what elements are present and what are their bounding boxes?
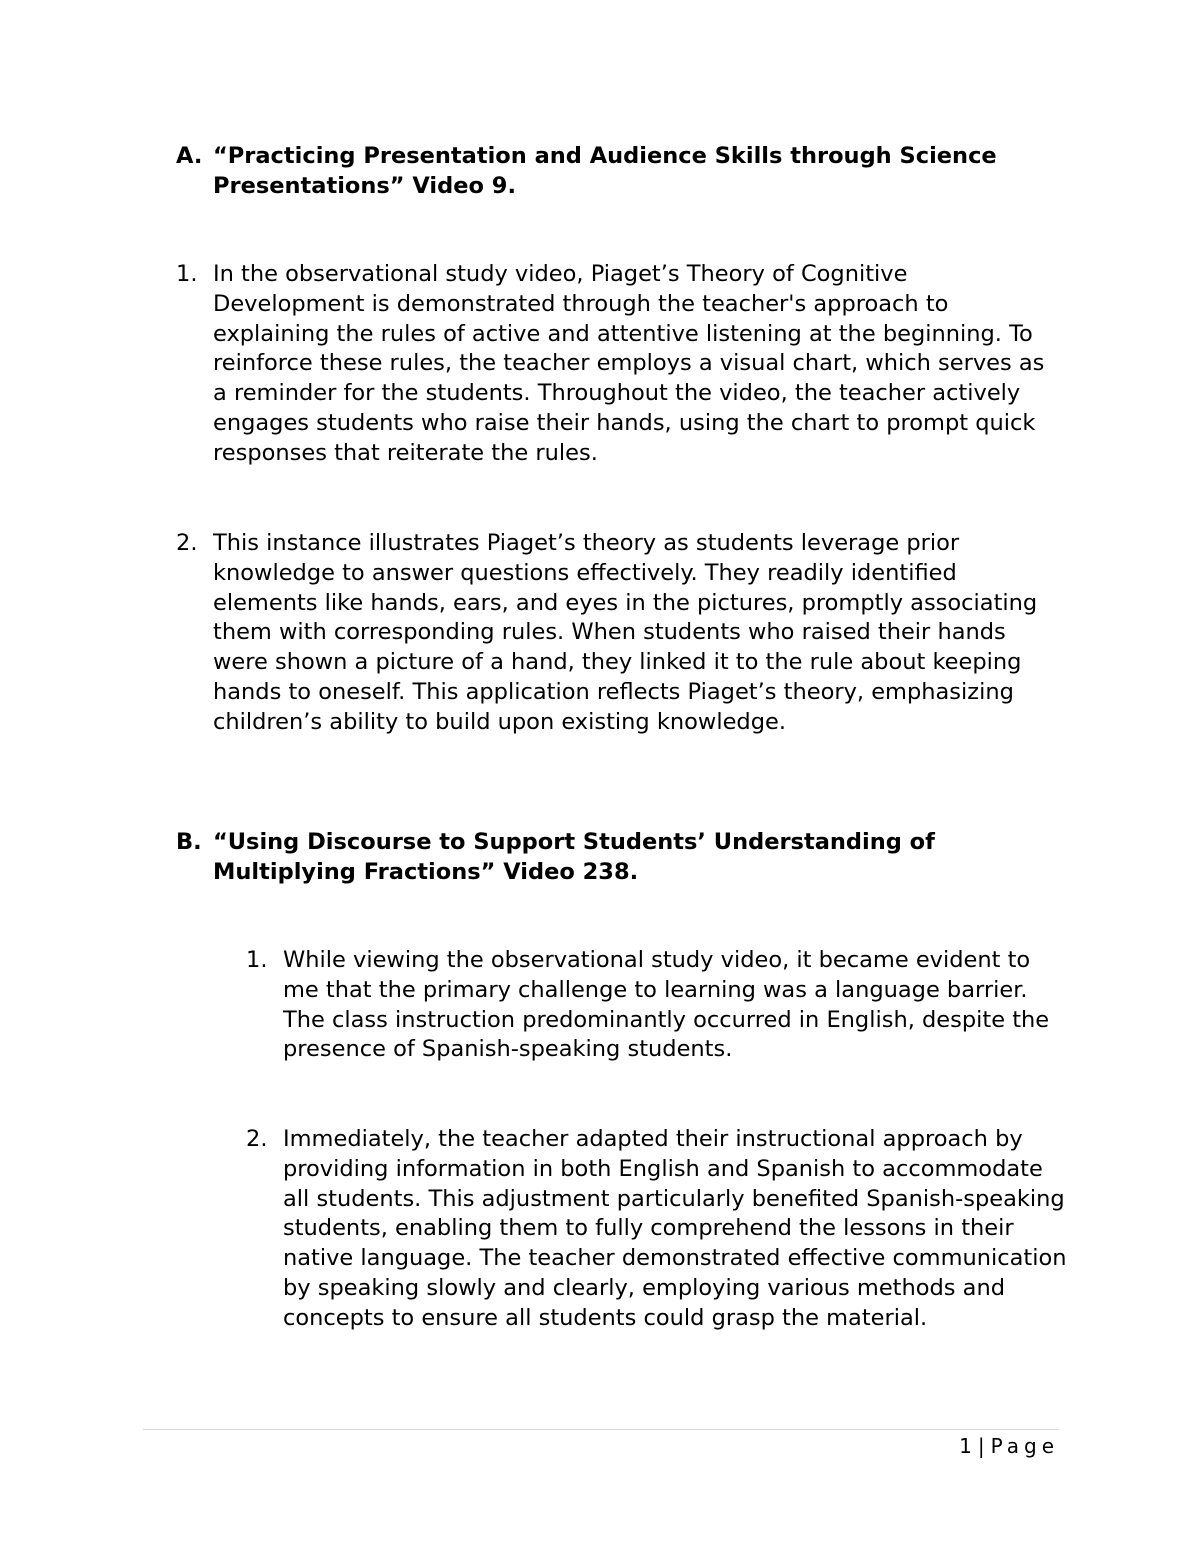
list-item-text: This instance illustrates Piaget’s theory as students leverage prior knowledge to answer questions effectively. They readily identified elements like hands, ears, and eyes in the pictures, promptly associating them with corresponding rules. When students who raised their hands were shown a picture of a hand, they linked it to the rule about keeping hands to oneself. This application reflects Piaget’s theory, emphasizing children’s ability to build upon existing knowledge. <box>213 530 1038 735</box>
list-number: 2. <box>246 1126 268 1152</box>
footer-divider <box>143 1429 1059 1430</box>
list-item-text: While viewing the observational study video, it became evident to me that the primary challenge to learning was a language barrier. The class instruction predominantly occurred in English, despite the presence of Spanish-speaking students. <box>283 947 1050 1063</box>
section-b-item-2 <box>246 1125 1073 1334</box>
section-a-marker: A. <box>176 143 203 169</box>
section-b-title-line1: “Using Discourse to Support Students’ Understanding of <box>213 829 935 855</box>
section-a-title-line2: Presentations” Video 9. <box>213 173 517 199</box>
section-a-item-1 <box>176 260 1058 469</box>
section-b-marker: B. <box>176 829 202 855</box>
list-item-text: Immediately, the teacher adapted their instructional approach by providing information in both English and Spanish to accommodate all students. This adjustment particularly benefited Spanish-speaking students, enabling them to fully comprehend the lessons in their native language. The teacher demonstrated effective communication by speaking slowly and clearly, employing various methods and concepts to ensure all students could grasp the material. <box>283 1126 1067 1331</box>
section-a-heading <box>176 141 1093 201</box>
page-label: Page <box>990 1434 1059 1458</box>
section-b-heading <box>176 827 1093 887</box>
list-number: 1. <box>246 947 268 973</box>
section-b-item-1 <box>246 946 1073 1065</box>
section-a-title-line1: “Practicing Presentation and Audience Skills through Science <box>213 143 997 169</box>
page-number: 1 <box>959 1434 972 1458</box>
section-b-title-line2: Multiplying Fractions” Video 238. <box>213 859 639 885</box>
footer-separator: | <box>977 1434 985 1458</box>
page-footer <box>959 1433 1059 1459</box>
section-a-item-2 <box>176 529 1058 738</box>
list-number: 2. <box>176 530 198 556</box>
list-item-text: In the observational study video, Piaget’s Theory of Cognitive Development is demonstrated through the teacher's approach to explaining the rules of active and attentive listening at the beginning. To reinforce these rules, the teacher employs a visual chart, which serves as a reminder for the students. Throughout the video, the teacher actively engages students who raise their hands, using the chart to prompt quick responses that reiterate the rules. <box>213 261 1045 466</box>
list-number: 1. <box>176 261 198 287</box>
